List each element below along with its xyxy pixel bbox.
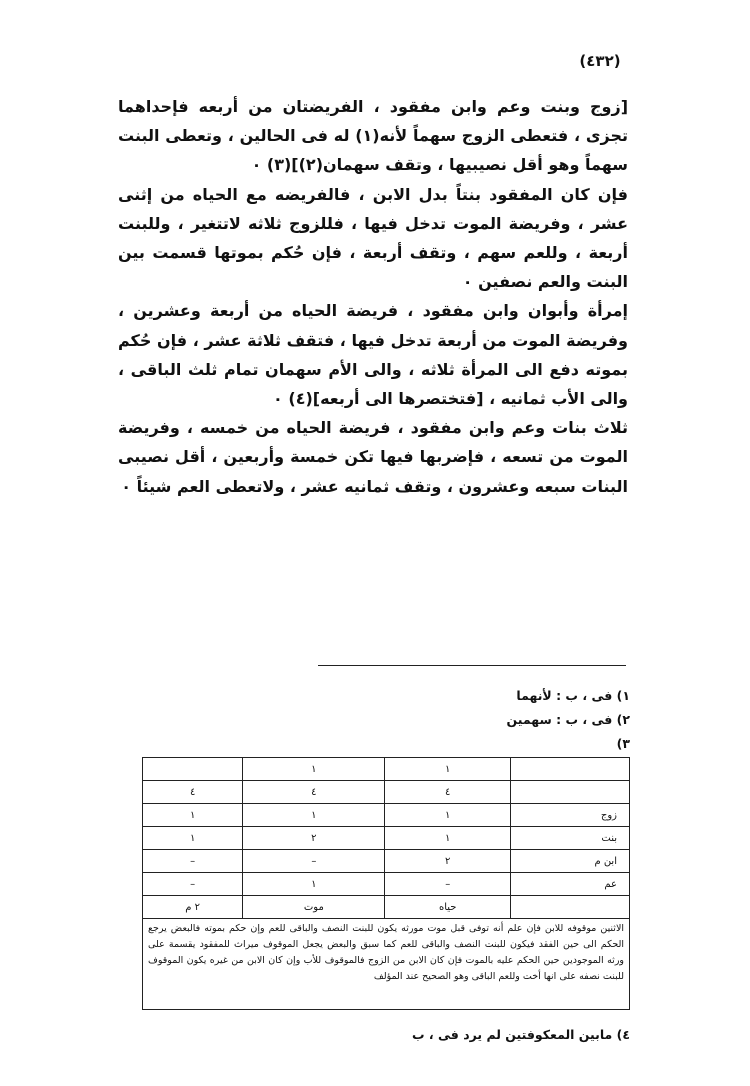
table-cell: ١: [143, 804, 243, 827]
table-row: [143, 873, 630, 896]
footnote-3: ٣): [616, 736, 630, 751]
main-text: [118, 92, 628, 501]
table-cell: ٤: [385, 781, 511, 804]
table-cell: ١: [385, 804, 511, 827]
table-row: [143, 804, 630, 827]
page-number: (٤٣٢): [579, 52, 621, 70]
table-cell: [143, 758, 243, 781]
table-cell: بنت: [511, 827, 630, 850]
table-row: [143, 896, 630, 919]
table-cell: ١: [143, 827, 243, 850]
footnote-4: ٤) مابين المعكوفتين لم يرد فى ، ب: [412, 1027, 630, 1042]
table-note: الاثنين موقوفه للابن فإن علم أنه توفى قبل موت مورثه يكون للبنت النصف والباقى للعم وإن حكم بموته فالبعض يرجع الحكم الى حين الفقد فيكون للبنت النصف والباقى للعم كما سبق والبعض يجعل الموقوف ميراث للمفقود يقسمة على ورثه الموجودين حين الحكم عليه بالموت فإن كان الابن من الزوج فالموقوف للأب وإن كان الابن من غيره يكون الموقوف للبنت نصفه على انها أخت وللعم الباقى وهو الصحيح عند المؤلف: [143, 919, 630, 1010]
table-cell: [511, 781, 630, 804]
table-cell: –: [243, 850, 385, 873]
table-cell: ٤: [243, 781, 385, 804]
table-cell: ابن م: [511, 850, 630, 873]
table-cell: ١: [243, 873, 385, 896]
footnote-table: [142, 757, 630, 1010]
table-row: [143, 781, 630, 804]
table-cell: –: [143, 850, 243, 873]
table-cell: موت: [243, 896, 385, 919]
table-note-row: [143, 919, 630, 1010]
footnote-1: ١) فى ، ب : لأنهما: [516, 688, 630, 703]
table-row: [143, 758, 630, 781]
table-cell: ١: [243, 758, 385, 781]
table-row: [143, 850, 630, 873]
paragraph-1: [زوج وبنت وعم وابن مفقود ، الفريضتان من أربعه فإحداهما تجزى ، فتعطى الزوج سهماً لأنه(١) له فى الحالين ، وتعطى البنت سهماً وهو أقل نصيبيها ، وتقف سهمان(٢)](٣) ٠: [118, 97, 628, 175]
table-cell: عم: [511, 873, 630, 896]
table-cell: ١: [385, 827, 511, 850]
paragraph-4: ثلاث بنات وعم وابن مفقود ، فريضة الحياه من خمسه ، وفريضة الموت من تسعه ، فإضربها فيها تكن خمسة وأربعين ، أقل نصيبى البنات سبعه وعشرون ، وتقف ثمانيه عشر ، ولاتعطى العم شيئاً ٠: [118, 418, 628, 496]
table-cell: –: [143, 873, 243, 896]
table-cell: حياه: [385, 896, 511, 919]
table-cell: زوج: [511, 804, 630, 827]
table-cell: [511, 758, 630, 781]
table-cell: ١: [243, 804, 385, 827]
table-cell: [511, 896, 630, 919]
table-row: [143, 827, 630, 850]
table-cell: ٢ م: [143, 896, 243, 919]
table-cell: ٢: [385, 850, 511, 873]
table-cell: ٤: [143, 781, 243, 804]
paragraph-3: إمرأة وأبوان وابن مفقود ، فريضة الحياه من أربعة وعشرين ، وفريضة الموت من أربعة تدخل فيها ، فتقف ثلاثة عشر ، فإن حُكم بموته دفع الى المرأة ثلاثه ، والى الأم سهمان تمام ثلث الباقى ، والى الأب ثمانيه ، [فتختصرها الى أربعه](٤) ٠: [118, 301, 628, 409]
table-cell: –: [385, 873, 511, 896]
footnote-2: ٢) فى ، ب : سهمين: [506, 712, 630, 727]
paragraph-2: فإن كان المفقود بنتاً بدل الابن ، فالفريضه مع الحياه من إثنى عشر ، وفريضة الموت تدخل فيها ، فللزوج ثلاثه لاتتغير ، وللبنت أربعة ، وللعم سهم ، وتقف أربعة ، فإن حُكم بموتها قسمت بين البنت والعم نصفين ٠: [118, 184, 628, 292]
table-cell: ٢: [243, 827, 385, 850]
footnote-divider: [318, 665, 626, 666]
table-cell: ١: [385, 758, 511, 781]
